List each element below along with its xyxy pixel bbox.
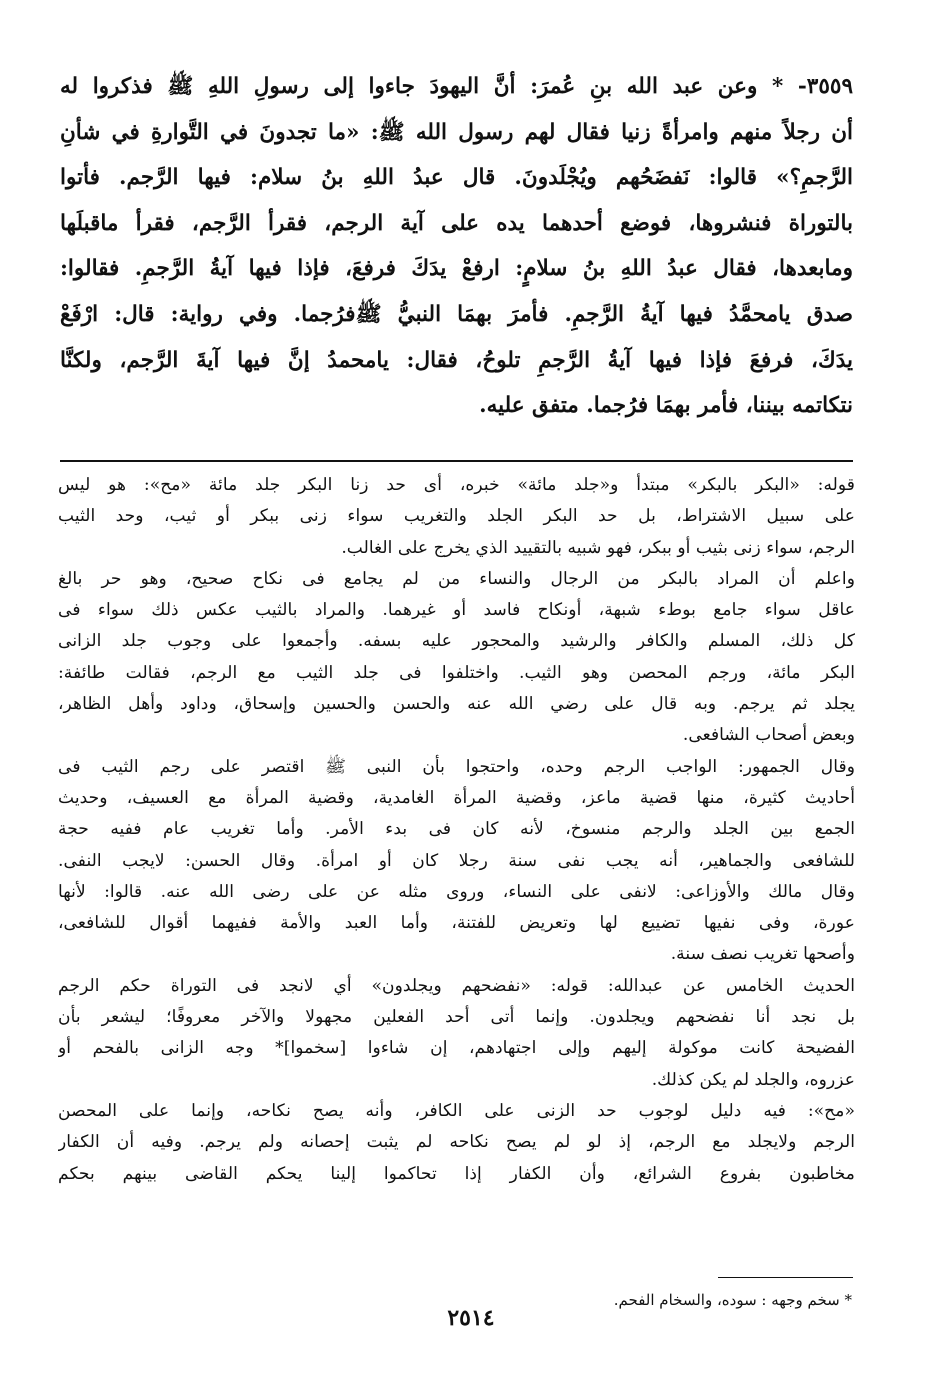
commentary-line: الفضيحة كانت موكولة إليهم وإلى اجتهادهم، إن شاءوا [سخموا]* وجه الزانى بالفحم أو [58,1038,855,1059]
hadith-block [60,64,853,429]
commentary-paragraph [58,564,855,752]
commentary-line: وبعض أصحاب الشافعى. [682,725,855,746]
commentary-line: يجلد ثم يرجم. وبه قال على رضي الله عنه والحسن والحسين وإسحاق، وداود وأهل الظاهر، [58,694,855,715]
commentary-line: للشافعى والجماهير، أنه يجب نفى سنة رجلا كان أو امرأة. وقال الحسن: لايجب النفى. [58,850,855,871]
commentary-paragraph [58,1096,855,1190]
commentary-line: مخاطبون بفروع الشرائع، وأن الكفار إذا تحاكموا إلينا يحكم القاضى بينهم بحكم [58,1163,855,1184]
commentary-line: بل نجد أنا نفضحهم ويجلدون. وإنما أتى أحد الفعلين مجهولا والآخر معروفًا؛ ليشعر بأن [58,1007,855,1028]
hadith-text [60,64,853,429]
commentary-line: الرجم، سواء زنى بثيب أو ببكر، فهو شبيه بالتقييد الذي يخرج على الغالب. [341,537,855,558]
commentary-line: واعلم أن المراد بالبكر من الرجال والنساء من لم يجامع فى نكاح صحيح، وهو حر بالغ [58,568,855,589]
commentary-line: الرجم ولايجلد مع الرجم، إذ لو لم يصح نكاحه لم يثبت إحصانه ولم يرجم. وفيه أن الكفار [58,1132,855,1153]
hadith-line: الرَّجمِ؟» قالوا: نَفضَحُهم ويُجْلَدونَ. قال عبدُ اللهِ بنُ سلام: فيها الرَّجم. فأتوا [60,165,853,191]
commentary-line: وقال مالك والأوزاعى: لانفى على النساء، وروى مثله عن على رضى الله عنه. قالوا: لأنها [58,881,855,902]
commentary-line: الجمع بين الجلد والرجم منسوخ، لأنه كان فى بدء الأمر. وأما تغريب عام ففيه حجة [58,819,855,840]
hadith-line: يدَكَ، فرفعَ فإذا فيها آيةُ الرَّجمِ تلوحُ، فقال: يامحمدُ إنَّ فيها آيةَ الرَّجم، ولكنَّا [60,347,853,373]
section-divider [60,460,853,462]
hadith-line: صدق يامحمَّدُ فيها آيةُ الرَّجمِ. فأمرَ بهمَا النبيُّ ﷺفرُجما. وفي رواية: قال: ارْفَعْ [60,301,853,327]
footnote-divider [718,1277,853,1278]
commentary-line: قوله: «البكر بالبكر» مبتدأ و«جلد مائة» خبره، أى حد زنا البكر جلد مائة «مح»: هو ليس [58,475,855,495]
commentary-paragraph [58,470,855,564]
commentary-line: أحاديث كثيرة، منها قضية ماعز، وقضية المرأة الغامدية، وقضية المرأة مع العسيف، وحديث [58,787,855,808]
commentary-line: عاقل سواء جامع بوطء شبهة، أونكاح فاسد أو غيرهما. والمراد بالثيب عكس ذلك سواء فى [58,600,855,621]
commentary-line: الحديث الخامس عن عبدالله: قوله: «نفضحهم ويجلدون» أي لانجد فى التوراة حكم الرجم [58,975,855,996]
commentary-line: وقال الجمهور: الواجب الرجم وحده، واحتجوا بأن النبى ﷺ اقتصر على رجم الثيب فى [58,756,855,777]
commentary-line: على سبيل الاشتراط، بل حد البكر الجلد والتغريب سواء زنى ببكر أو ثيب، وحد الثيب [58,506,855,527]
commentary-paragraph [58,971,855,1096]
hadith-line: أن رجلاً منهم وامرأةً زنيا فقال لهم رسول الله ﷺ: «ما تجدونَ في التَّوارةِ في شأنِ [60,119,853,145]
commentary-line: كل ذلك، المسلم والكافر والرشيد والمحجور عليه بسفه. وأجمعوا على وجوب جلد الزانى [58,631,855,652]
hadith-line: ومابعدها، فقال عبدُ اللهِ بنُ سلامٍ: ارفعْ يدَكَ فرفعَ، فإذا فيها آيةُ الرَّجمِ. فقالوا: [60,256,853,282]
commentary-line: «مح»: فيه دليل لوجوب حد الزنى على الكافر، وأنه يصح نكاحه، وإنما على المحصن [58,1100,855,1121]
commentary-block [58,470,855,1190]
hadith-line: ٣٥٥٩- * وعن عبد الله بنِ عُمرَ: أنَّ اليهودَ جاءوا إلى رسولِ اللهِ ﷺ فذكروا له [60,74,853,99]
commentary-line: البكر مائة، ورجم المحصن وهو الثيب. واختلفوا فى جلد الثيب مع الرجم، فقالت طائفة: [58,662,855,683]
hadith-line: نتكاتمه بيننا، فأمر بهمَا فرُجما. متفق عليه. [479,393,853,419]
commentary-line: وأصحها تغريب نصف سنة. [670,944,855,965]
commentary-line: عزروه، والجلد لم يكن كذلك. [651,1069,855,1090]
page-number: ٢٥١٤ [447,1305,495,1331]
footnote: * سخم وجهه : سوده، والسخام الفحم. [613,1291,852,1309]
commentary-paragraph [58,752,855,971]
hadith-line: بالتوراة فنشروها، فوضع أحدهما يده على آية الرجم، فقرأ الرَّجم، فقرأ ماقبلَها [60,210,853,236]
commentary-line: عورة، وفى نفيها تضييع لها وتعريض للفتنة، وأما العبد والأمة ففيهما أقوال للشافعى، [58,913,855,934]
